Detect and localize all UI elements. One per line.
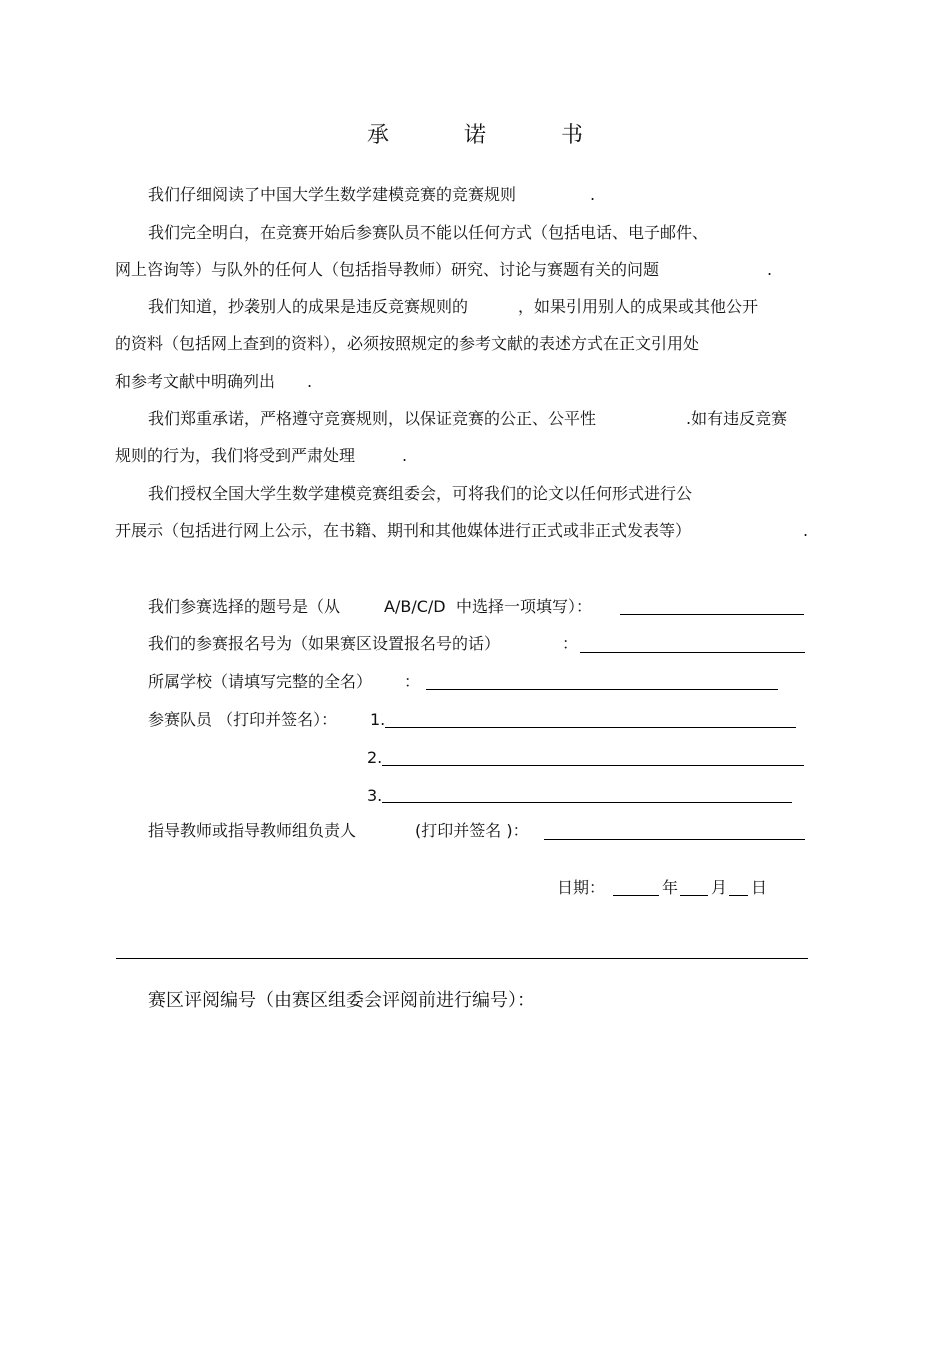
para3-end: . <box>307 372 313 391</box>
para2-end: . <box>767 260 773 279</box>
date-year-field[interactable] <box>613 895 659 896</box>
para4-line2: 规则的行为，我们将受到严肃处理 <box>115 446 356 465</box>
member3-field[interactable] <box>382 802 792 803</box>
member3-number: 3. <box>367 786 383 805</box>
registration-label: 我们的参赛报名号为（如果赛区设置报名号的话） <box>148 634 501 653</box>
para3-line2: 的资料（包括网上查到的资料），必须按照规定的参考文献的表述方式在正文引用处 <box>115 334 700 353</box>
member2-field[interactable] <box>382 765 804 766</box>
problem-instruction: 中选择一项填写）： <box>456 597 593 616</box>
date-month-field[interactable] <box>680 895 708 896</box>
para5-end: . <box>803 521 809 540</box>
date-day-field[interactable] <box>729 895 748 896</box>
problem-number-field[interactable] <box>620 614 804 615</box>
problem-label: 我们参赛选择的题号是（从 <box>148 597 341 616</box>
advisor-sign-hint: (打印并签名 )： <box>415 821 529 840</box>
para3-line3: 和参考文献中明确列出 <box>115 372 276 391</box>
page-title: 承 诺 书 <box>367 123 617 148</box>
para1-text: 我们仔细阅读了中国大学生数学建模竞赛的竞赛规则 <box>148 185 517 204</box>
advisor-label: 指导教师或指导教师组负责人 <box>148 821 357 840</box>
date-month-label: 月 <box>711 878 728 897</box>
school-label: 所属学校（请填写完整的全名） <box>148 672 373 691</box>
problem-options: A/B/C/D <box>384 597 446 616</box>
para5-line1: 我们授权全国大学生数学建模竞赛组委会，可将我们的论文以任何形式进行公 <box>148 484 693 503</box>
date-label: 日期： <box>557 878 606 897</box>
para2-line1: 我们完全明白，在竞赛开始后参赛队员不能以任何方式（包括电话、电子邮件、 <box>148 223 709 242</box>
advisor-field[interactable] <box>544 839 805 840</box>
para3-line1a: 我们知道，抄袭别人的成果是违反竞赛规则的 <box>148 297 469 316</box>
school-field[interactable] <box>426 689 778 690</box>
para4-end: . <box>402 446 408 465</box>
separator-line <box>116 958 808 959</box>
member1-field[interactable] <box>385 727 796 728</box>
para1-end: . <box>590 185 596 204</box>
registration-colon: ： <box>562 634 579 653</box>
member2-number: 2. <box>367 748 383 767</box>
review-number-label: 赛区评阅编号（由赛区组委会评阅前进行编号）： <box>148 990 535 1011</box>
date-year-label: 年 <box>662 878 679 897</box>
para5-line2: 开展示（包括进行网上公示，在书籍、期刊和其他媒体进行正式或非正式发表等） <box>115 521 692 540</box>
members-label: 参赛队员 （打印并签名）： <box>148 710 338 729</box>
date-day-label: 日 <box>751 878 768 897</box>
member1-number: 1. <box>370 710 386 729</box>
school-colon: ： <box>404 672 421 691</box>
registration-number-field[interactable] <box>580 652 805 653</box>
para4-line1a: 我们郑重承诺，严格遵守竞赛规则，以保证竞赛的公正、公平性 <box>148 409 597 428</box>
para3-line1b: ，如果引用别人的成果或其他公开 <box>518 297 759 316</box>
para4-line1b: .如有违反竞赛 <box>686 409 788 428</box>
para2-line2: 网上咨询等）与队外的任何人（包括指导教师）研究、讨论与赛题有关的问题 <box>115 260 660 279</box>
